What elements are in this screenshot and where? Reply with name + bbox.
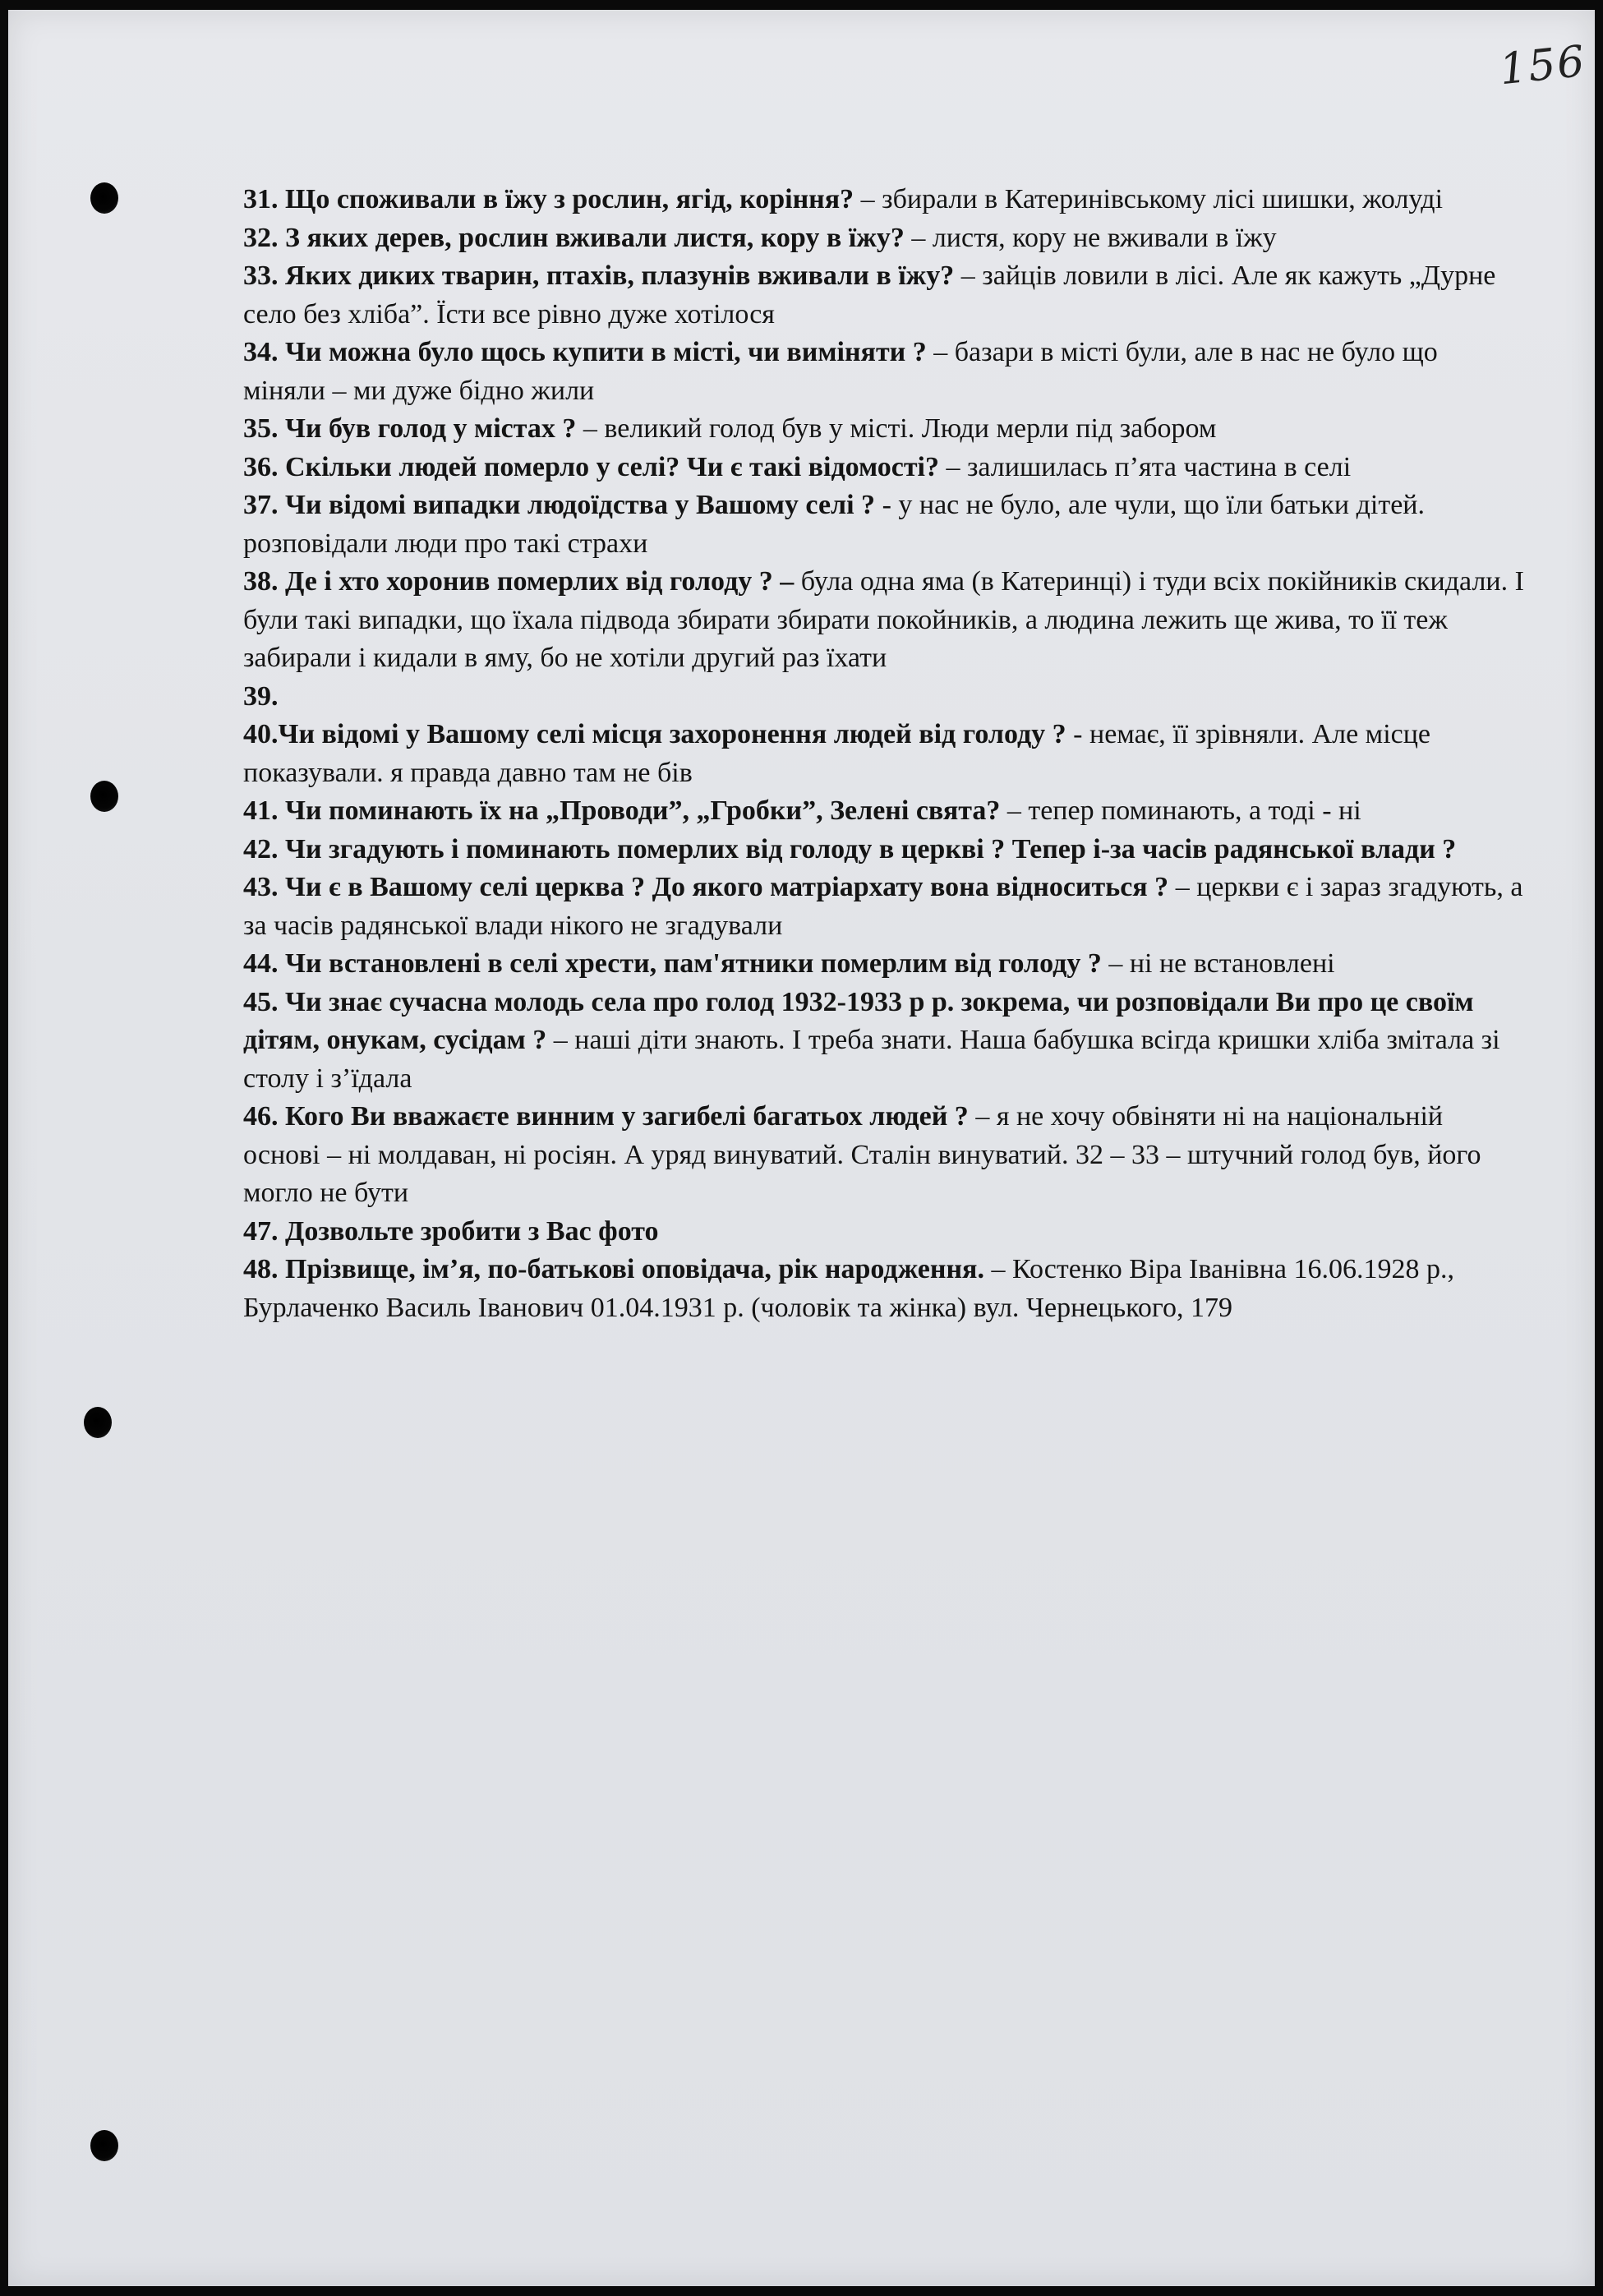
answer: – тепер поминають, а тоді - ні	[1000, 795, 1361, 826]
qa-item-44	[243, 945, 1525, 984]
qa-item-39	[243, 678, 1525, 717]
qa-item-41	[243, 792, 1525, 831]
qa-item-37	[243, 486, 1525, 563]
question: 46. Кого Ви вважаєте винним у загибелі багатьох людей ?	[243, 1101, 969, 1132]
punch-hole-4	[90, 2130, 118, 2161]
question: 36. Скільки людей померло у селі? Чи є такі відомості?	[243, 451, 939, 482]
question: 39.	[243, 680, 279, 712]
answer: – великий голод був у місті. Люди мерли під забором	[576, 413, 1217, 444]
question: 35. Чи був голод у містах ?	[243, 413, 577, 444]
question: 48. Прізвище, ім’я, по-батькові оповідача, рік народження.	[243, 1254, 984, 1284]
qa-item-35	[243, 410, 1525, 449]
answer: – залишилась п’ята частина в селі	[938, 451, 1352, 482]
question: 45. Чи знає сучасна молодь села про голод 1932-1933 р р. зокрема, чи розповідали Ви про це своїм дітям, онукам, сусідам ?	[243, 986, 1474, 1055]
punch-hole-3	[84, 1407, 112, 1438]
punch-hole-1	[90, 182, 118, 214]
answer: була одна яма (в Катеринці) і туди всіх покійників скидали. І були такі випадки, що їхала підвода збирати збирати покойників, а людина лежить ще жива, то її теж забирали і кидали в яму, бо не хотіли другий раз їхати	[243, 566, 1524, 673]
question: 34. Чи можна було щось купити в місті, чи виміняти ?	[243, 337, 927, 367]
punch-hole-2	[90, 781, 118, 812]
question: 31. Що споживали в їжу з рослин, ягід, коріння?	[243, 184, 854, 214]
question: 42. Чи згадують і поминають померлих від голоду в церкві ? Тепер і-за часів радянської влади ?	[243, 833, 1457, 864]
answer: – наші діти знають. І треба знати. Наша бабушка всігда кришки хліба змітала зі столу і з’їдала	[243, 1025, 1500, 1094]
document-page	[8, 10, 1595, 2286]
qa-item-40	[243, 716, 1525, 792]
qa-item-38	[243, 563, 1525, 678]
qa-item-42	[243, 831, 1525, 869]
question: 47. Дозвольте зробити з Вас фото	[243, 1215, 659, 1247]
answer: - немає, її зрівняли. Але місце показували. я правда давно там не бів	[243, 719, 1431, 788]
question: 37. Чи відомі випадки людоїдства у Вашому селі ?	[243, 490, 876, 520]
question: 33. Яких диких тварин, птахів, плазунів вживали в їжу?	[243, 260, 955, 291]
answer: – Костенко Віра Іванівна 16.06.1928 р., Бурлаченко Василь Іванович 01.04.1931 р. (чоловік та жінка) вул. Чернецького, 179	[243, 1254, 1455, 1323]
questionnaire-text	[243, 181, 1525, 1327]
qa-item-48	[243, 1251, 1525, 1327]
qa-item-45	[243, 984, 1525, 1099]
question: 43. Чи є в Вашому селі церква ? До якого матріархату вона відноситься ?	[243, 872, 1169, 902]
question: 44. Чи встановлені в селі хрести, пам'ятники померлим від голоду ?	[243, 948, 1102, 979]
qa-item-47	[243, 1213, 1525, 1252]
question: 32. З яких дерев, рослин вживали листя, кору в їжу?	[243, 222, 905, 253]
page-number: 156	[1497, 36, 1589, 95]
answer: – базари в місті були, але в нас не було що міняли – ми дуже бідно жили	[243, 337, 1438, 406]
answer: – церкви є і зараз згадують, а за часів радянської влади нікого не згадували	[243, 872, 1523, 941]
answer: - у нас не було, але чули, що їли батьки дітей. розповідали люди про такі страхи	[243, 490, 1426, 559]
qa-item-43	[243, 869, 1525, 945]
qa-item-31	[243, 181, 1525, 219]
qa-item-33	[243, 257, 1525, 334]
answer: – зайців ловили в лісі. Але як кажуть „Дурне село без хліба”. Їсти все рівно дуже хотілося	[243, 260, 1496, 330]
question: 41. Чи поминають їх на „Проводи”, „Гробки”, Зелені свята?	[243, 795, 1001, 826]
answer: – ні не встановлені	[1101, 948, 1335, 979]
qa-item-32	[243, 219, 1525, 258]
question: 40.Чи відомі у Вашому селі місця захоронення людей від голоду ?	[243, 719, 1066, 749]
qa-item-34	[243, 334, 1525, 410]
answer: – я не хочу обвіняти ні на національній основі – ні молдаван, ні росіян. А уряд винуватий. Сталін винуватий. 32 – 33 – штучний голод був, його могло не бути	[243, 1101, 1481, 1208]
answer: – листя, кору не вживали в їжу	[904, 222, 1277, 253]
qa-item-46	[243, 1098, 1525, 1213]
answer: – збирали в Катеринівському лісі шишки, жолуді	[854, 184, 1444, 214]
qa-item-36	[243, 449, 1525, 487]
question: 38. Де і хто хоронив померлих від голоду ? –	[243, 566, 795, 597]
